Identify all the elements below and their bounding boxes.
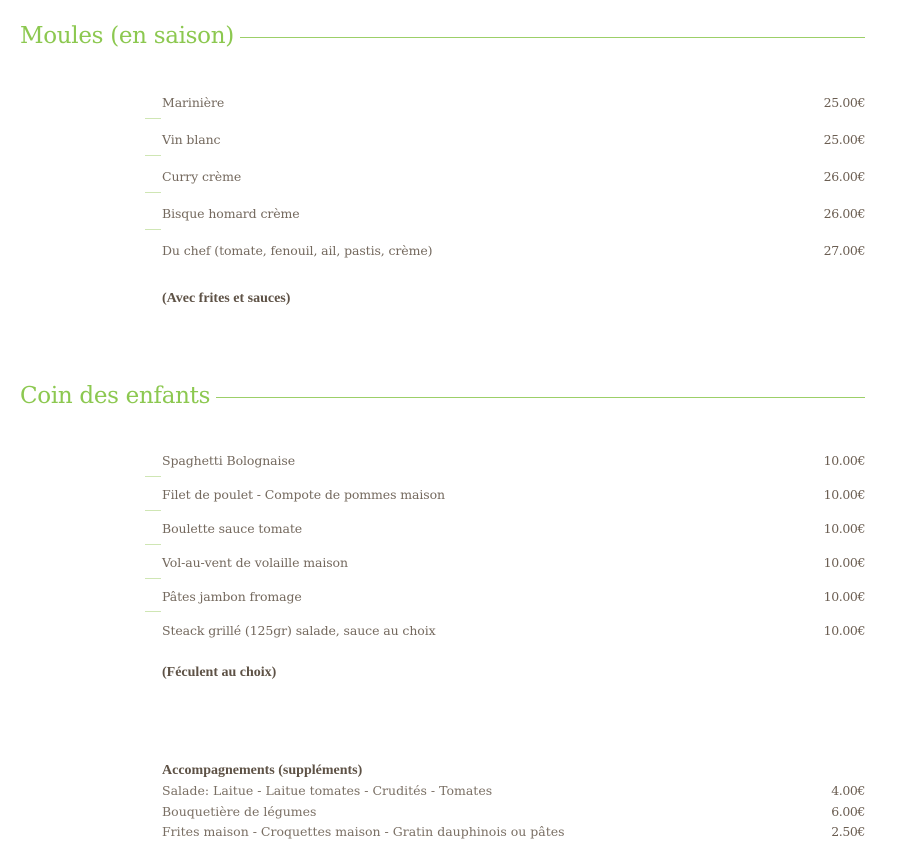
- menu-item: [145, 201, 865, 225]
- section-header-moules: [20, 20, 865, 52]
- section-rule: [240, 37, 865, 38]
- item-price: 10.00€: [823, 622, 865, 638]
- item-name: Vol-au-vent de volaille maison: [162, 554, 348, 570]
- menu-list-enfants: [145, 449, 865, 641]
- menu-item: [145, 90, 865, 114]
- item-divider: [145, 229, 161, 230]
- section-title: Moules (en saison): [20, 23, 234, 49]
- menu-item: [145, 517, 865, 539]
- extras-item-price: 6.00€: [831, 803, 865, 819]
- item-name: Spaghetti Bolognaise: [162, 452, 296, 468]
- item-name: Du chef (tomate, fenouil, ail, pastis, crème): [162, 242, 433, 258]
- item-name: Boulette sauce tomate: [162, 520, 303, 536]
- extras-item-price: 4.00€: [831, 783, 865, 798]
- item-price: 10.00€: [823, 520, 865, 536]
- menu-item: [145, 551, 865, 573]
- extras-row: [162, 802, 865, 823]
- item-divider: [145, 510, 161, 511]
- menu-item: [145, 238, 865, 262]
- extras-row: [162, 822, 865, 843]
- item-name: Steack grillé (125gr) salade, sauce au choix: [162, 622, 436, 638]
- extras-block: [162, 761, 865, 843]
- item-name: Bisque homard crème: [162, 205, 300, 221]
- section-title: Coin des enfants: [20, 383, 211, 409]
- item-name: Pâtes jambon fromage: [162, 588, 302, 604]
- menu-item: [145, 483, 865, 505]
- item-name: Curry crème: [162, 168, 242, 184]
- menu-item: [145, 619, 865, 641]
- item-price: 10.00€: [823, 452, 865, 468]
- item-price: 25.00€: [823, 131, 865, 147]
- item-divider: [145, 544, 161, 545]
- section-header-enfants: [20, 380, 865, 412]
- section-note: (Avec frites et sauces): [162, 291, 291, 306]
- item-divider: [145, 578, 161, 579]
- item-name: Vin blanc: [162, 131, 221, 147]
- item-divider: [145, 476, 161, 477]
- menu-item: [145, 449, 865, 471]
- menu-item: [145, 164, 865, 188]
- menu-list-moules: [145, 90, 865, 262]
- extras-row: [162, 781, 865, 802]
- extras-item-name: Frites maison - Croquettes maison - Gratin dauphinois ou pâtes: [162, 824, 565, 839]
- item-price: 27.00€: [823, 242, 865, 258]
- extras-item-name: Salade: Laitue - Laitue tomates - Crudités - Tomates: [162, 783, 493, 798]
- item-price: 10.00€: [823, 486, 865, 502]
- section-rule: [216, 397, 865, 398]
- item-divider: [145, 611, 161, 612]
- menu-item: [145, 585, 865, 607]
- item-divider: [145, 155, 161, 156]
- item-price: 26.00€: [823, 205, 865, 221]
- item-name: Marinière: [162, 94, 225, 110]
- extras-item-price: 2.50€: [831, 824, 865, 839]
- item-price: 25.00€: [823, 94, 865, 110]
- item-divider: [145, 192, 161, 193]
- extras-title: Accompagnements (suppléments): [162, 763, 363, 778]
- item-divider: [145, 118, 161, 119]
- item-name: Filet de poulet - Compote de pommes maison: [162, 486, 445, 502]
- item-price: 26.00€: [823, 168, 865, 184]
- menu-item: [145, 127, 865, 151]
- extras-item-name: Bouquetière de légumes: [162, 803, 317, 819]
- item-price: 10.00€: [823, 588, 865, 604]
- item-price: 10.00€: [823, 554, 865, 570]
- section-note: (Féculent au choix): [162, 665, 277, 680]
